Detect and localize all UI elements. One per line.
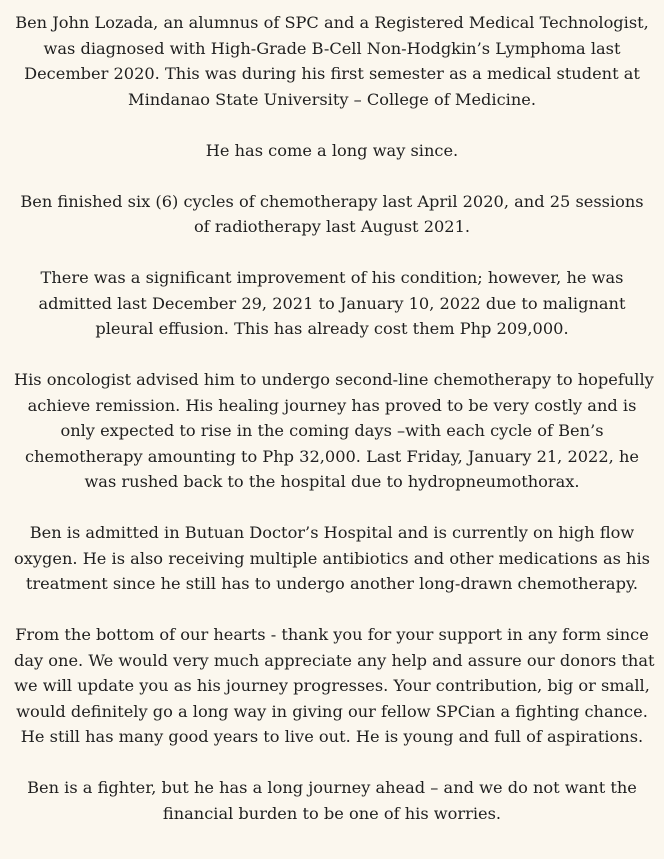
- text-line: He has come a long way since.: [205, 140, 459, 160]
- text-line: He still has many good years to live out. He is young and full of aspirations.: [20, 727, 644, 746]
- text-line: treatment since he still has to undergo another long-drawn chemotherapy.: [25, 574, 639, 593]
- text-line: oxygen. He is also receiving multiple antibiotics and other medications as his: [14, 548, 650, 568]
- text-line: was rushed back to the hospital due to hydropneumothorax.: [84, 472, 580, 491]
- text-line: There was a significant improvement of his condition; however, he was: [40, 268, 624, 287]
- text-line: Mindanao State University – College of Medicine.: [128, 89, 536, 109]
- text-line: Ben is a fighter, but he has a long journey ahead – and we do not want the: [27, 778, 637, 797]
- text-line: of radiotherapy last August 2021.: [193, 217, 471, 236]
- paragraph-thanks: [14, 622, 655, 750]
- text-line: we will update you as his journey progresses. Your contribution, big or small,: [14, 676, 650, 695]
- text-line: only expected to rise in the coming days –with each cycle of Ben’s: [60, 421, 604, 440]
- paragraph-chemotherapy: [14, 367, 654, 495]
- paragraph-closing: [14, 775, 650, 826]
- text-line: financial burden to be one of his worries.: [162, 803, 502, 823]
- text-line: Ben is admitted in Butuan Doctor’s Hospital and is currently on high flow: [29, 523, 635, 542]
- paragraph-hospital: [14, 520, 650, 597]
- text-line: Ben John Lozada, an alumnus of SPC and a Registered Medical Technologist,: [15, 13, 649, 32]
- text-line: His oncologist advised him to undergo second-line chemotherapy to hopefully: [14, 370, 654, 389]
- paragraph-progress: [14, 138, 650, 164]
- text-line: From the bottom of our hearts - thank you for your support in any form since: [15, 625, 649, 644]
- paragraph-intro: [14, 10, 650, 112]
- text-line: Ben finished six (6) cycles of chemotherapy last April 2020, and 25 sessions: [20, 191, 644, 211]
- text-line: December 2020. This was during his first semester as a medical student at: [24, 64, 640, 83]
- text-line: achieve remission. His healing journey has proved to be very costly and is: [27, 395, 637, 415]
- text-line: pleural effusion. This has already cost them Php 209,000.: [95, 319, 569, 338]
- text-line: admitted last December 29, 2021 to January 10, 2022 due to malignant: [38, 293, 626, 313]
- text-line: day one. We would very much appreciate any help and assure our donors that: [14, 650, 655, 670]
- paragraph-treatment: [14, 189, 650, 240]
- text-line: would definitely go a long way in giving our fellow SPCian a fighting chance.: [16, 701, 648, 721]
- text-line: chemotherapy amounting to Php 32,000. Last Friday, January 21, 2022, he: [25, 446, 639, 466]
- text-line: was diagnosed with High-Grade B-Cell Non-Hodgkin’s Lymphoma last: [43, 38, 621, 58]
- paragraph-admission: [14, 265, 650, 342]
